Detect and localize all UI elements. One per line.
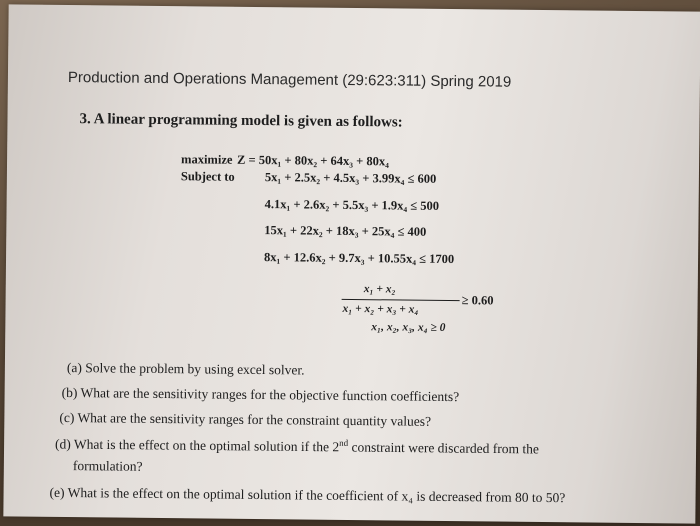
question-e: (e) What is the effect on the optimal solution if the coefficient of x₄ is decreased from 80 to 50? xyxy=(49,484,566,506)
paper-sheet xyxy=(3,4,700,523)
fraction-bar xyxy=(342,299,460,302)
constraint-2: 4.1x₁ + 2.6x₂ + 5.5x₃ + 1.9x₄ ≤ 500 xyxy=(264,197,440,213)
question-b: (b) What are the sensitivity ranges for the objective function coefficients? xyxy=(61,384,460,405)
ratio-rhs: ≥ 0.60 xyxy=(461,293,494,308)
subject-to-label: Subject to xyxy=(180,169,235,184)
maximize-label: maximize xyxy=(181,152,233,167)
constraint-3: 15x₁ + 22x₂ + 18x₃ + 25x₄ ≤ 400 xyxy=(264,223,427,239)
course-header: Production and Operations Management (29:623:311) Spring 2019 xyxy=(67,69,512,91)
question-d xyxy=(55,435,539,458)
question-c: (c) What are the sensitivity ranges for the constraint quantity values? xyxy=(59,409,432,429)
question-a: (a) Solve the problem by using excel solver. xyxy=(66,360,305,378)
objective-function: Z = 50x₁ + 80x₂ + 64x₃ + 80x₄ xyxy=(237,152,389,169)
nonnegativity-constraint: x₁, x₂, x₃, x₄ ≥ 0 xyxy=(371,321,446,334)
question-title: 3. A linear programming model is given as follows: xyxy=(79,111,403,131)
constraint-1: 5x₁ + 2.5x₂ + 4.5x₃ + 3.99x₄ ≤ 600 xyxy=(264,170,437,186)
question-d-text: (d) What is the effect on the optimal solution if the 2 xyxy=(55,436,340,455)
ratio-numerator: x₁ + x₂ xyxy=(363,283,396,296)
question-d-superscript: nd xyxy=(339,437,349,448)
ratio-denominator: x₁ + x₂ + x₃ + x₄ xyxy=(342,302,419,316)
question-d-continuation: formulation? xyxy=(72,458,143,474)
constraint-4: 8x₁ + 12.6x₂ + 9.7x₃ + 10.55x₄ ≤ 1700 xyxy=(263,250,455,267)
question-d-text-end: constraint were discarded from the xyxy=(348,439,540,457)
